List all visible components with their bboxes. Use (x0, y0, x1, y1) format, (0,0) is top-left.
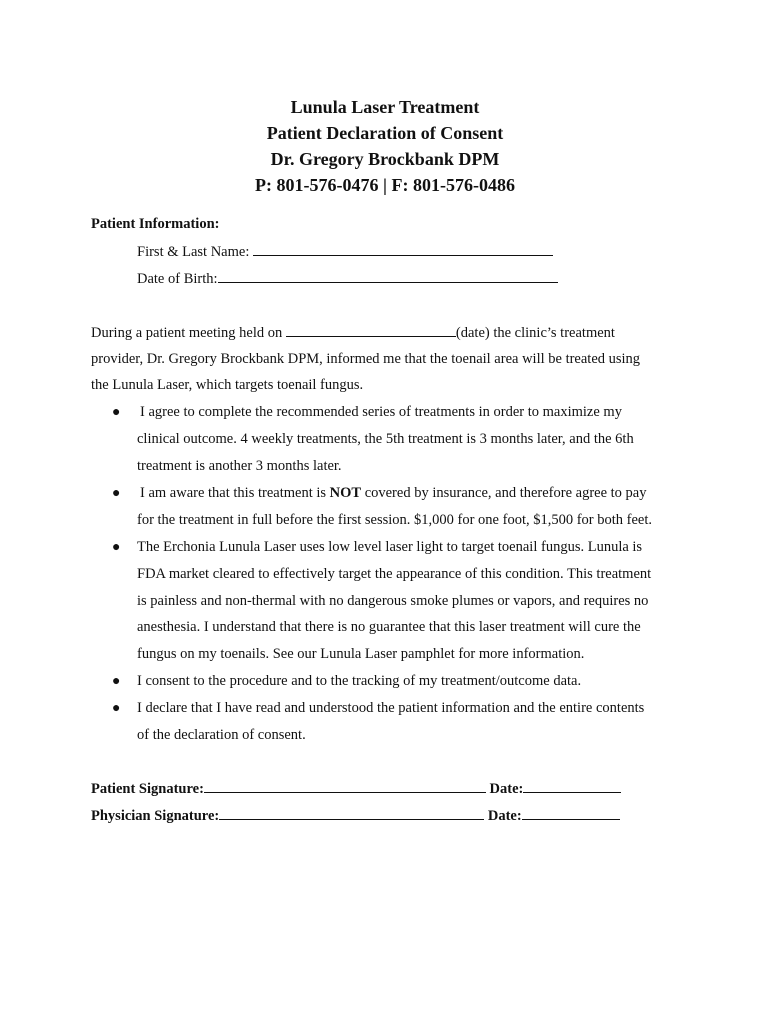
bullet-text: I declare that I have read and understood the patient information and the entire contents (137, 700, 645, 716)
bullet-text-part: covered by insurance, and therefore agree to pay (364, 485, 647, 501)
physician-signature-label: Physician Signature: (91, 808, 220, 824)
bullet-icon: ● (112, 674, 121, 689)
physician-signature-line[interactable] (219, 807, 484, 820)
doctor-name: Dr. Gregory Brockbank DPM (270, 149, 500, 169)
intro-line-3: the Lunula Laser, which targets toenail fungus. (91, 377, 364, 393)
bullet-text: FDA market cleared to effectively target the appearance of this condition. This treatment (137, 566, 652, 582)
name-field (137, 243, 553, 261)
bullet-text: is painless and non-thermal with no dangerous smoke plumes or vapors, and requires no (137, 593, 649, 609)
patient-signature-row (91, 780, 621, 798)
bullet-text: fungus on my toenails. See our Lunula Laser pamphlet for more information. (137, 646, 585, 662)
bullet-icon: ● (112, 540, 121, 555)
emphasis-not: NOT (329, 485, 362, 501)
bullet-text-part: I am aware that this treatment is (140, 485, 327, 501)
intro-line-1 (91, 324, 691, 342)
bullet-text: I consent to the procedure and to the tracking of my treatment/outcome data. (137, 673, 582, 689)
contact-numbers: P: 801-576-0476 | F: 801-576-0486 (255, 175, 515, 195)
bullet-text: The Erchonia Lunula Laser uses low level laser light to target toenail fungus. Lunula is (137, 539, 643, 555)
intro-line-2: provider, Dr. Gregory Brockbank DPM, informed me that the toenail area will be treated using (91, 351, 641, 367)
patient-date-line[interactable] (523, 780, 621, 793)
bullet-text: of the declaration of consent. (137, 727, 306, 743)
bullet-text: I agree to complete the recommended series of treatments in order to maximize my (140, 404, 622, 420)
physician-date-label: Date: (487, 808, 522, 824)
dob-input-line[interactable] (218, 270, 558, 283)
name-label: First & Last Name: (137, 244, 250, 260)
patient-date-label: Date: (489, 781, 524, 797)
form-header (0, 94, 770, 198)
bullet-text: clinical outcome. 4 weekly treatments, the 5th treatment is 3 months later, and the 6th (137, 431, 634, 447)
intro-text: (date) the clinic’s treatment (455, 325, 615, 341)
dob-label: Date of Birth: (137, 271, 218, 287)
bullet-icon: ● (112, 405, 121, 420)
bullet-text (140, 485, 647, 502)
meeting-date-input-line[interactable] (286, 324, 456, 337)
bullet-text: for the treatment in full before the first session. $1,000 for one foot, $1,500 for both feet. (137, 512, 653, 528)
bullet-text: treatment is another 3 months later. (137, 458, 342, 474)
physician-signature-row (91, 807, 620, 825)
bullet-icon: ● (112, 486, 121, 501)
patient-signature-line[interactable] (204, 780, 486, 793)
form-title: Lunula Laser Treatment (290, 97, 480, 117)
patient-info-label: Patient Information: (91, 216, 220, 232)
dob-field (137, 270, 558, 288)
form-subtitle: Patient Declaration of Consent (266, 123, 504, 143)
bullet-icon: ● (112, 701, 121, 716)
name-input-line[interactable] (253, 243, 553, 256)
patient-signature-label: Patient Signature: (91, 781, 204, 797)
intro-text: During a patient meeting held on (91, 325, 283, 341)
physician-date-line[interactable] (522, 807, 620, 820)
bullet-text: anesthesia. I understand that there is no guarantee that this laser treatment will cure the (137, 619, 641, 635)
